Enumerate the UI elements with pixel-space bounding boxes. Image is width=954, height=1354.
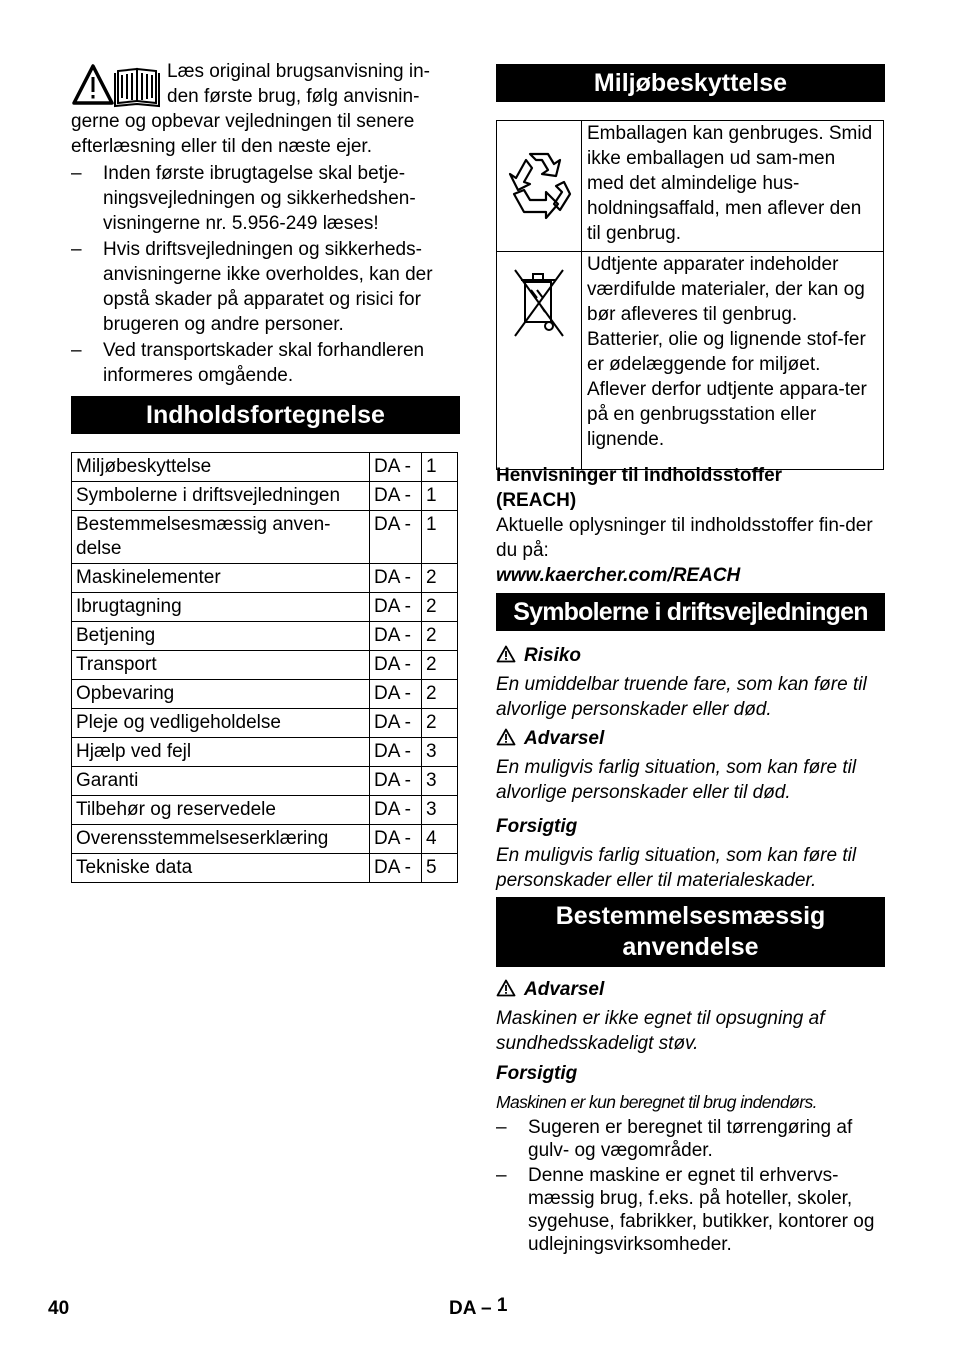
toc-title: Garanti — [72, 767, 370, 796]
toc-prefix: DA - — [370, 453, 422, 482]
use-forsigtig-label: Forsigtig — [496, 1063, 578, 1084]
reach-link[interactable]: www.kaercher.com/REACH — [496, 565, 741, 586]
reach-text: Aktuelle oplysninger til indholdsstoffer fin-der du på: — [496, 515, 873, 561]
intro-block — [71, 59, 460, 388]
advarsel-label-line — [496, 726, 885, 751]
use-advarsel-text: Maskinen er ikke egnet til opsugning af sundhedsskadeligt støv. — [496, 1008, 825, 1054]
reach-block — [496, 463, 885, 588]
advarsel-text: En muligvis farlig situation, som kan føre til alvorlige personskader eller til død. — [496, 757, 857, 803]
toc-row[interactable] — [72, 511, 458, 564]
recycle-text: Emballagen kan genbruges. Smid ikke emballagen ud sam-men med det almindelige hus-holdningsaffald, men aflever den til genbrug. — [582, 121, 884, 252]
footer-section — [449, 1295, 508, 1320]
toc-row[interactable] — [72, 651, 458, 680]
toc-title: Maskinelementer — [72, 564, 370, 593]
toc-page: 1 — [422, 453, 458, 482]
toc-prefix: DA - — [370, 482, 422, 511]
toc-row[interactable] — [72, 482, 458, 511]
toc-page: 2 — [422, 564, 458, 593]
toc-title: Pleje og vedligeholdelse — [72, 709, 370, 738]
toc-row[interactable] — [72, 796, 458, 825]
risiko-label-line — [496, 643, 885, 668]
toc-row[interactable] — [72, 825, 458, 854]
risiko-label: Risiko — [524, 645, 582, 666]
toc-title: Miljøbeskyttelse — [72, 453, 370, 482]
env-table — [496, 120, 884, 470]
toc-prefix: DA - — [370, 511, 422, 564]
warning-manual-icons — [71, 63, 163, 109]
intro-line-1: Læs original brugsanvisning in- — [167, 61, 430, 82]
intro-bullets — [71, 161, 460, 388]
toc-page: 3 — [422, 767, 458, 796]
toc-title: Tilbehør og reservedele — [72, 796, 370, 825]
use-advarsel-label: Advarsel — [524, 979, 605, 1000]
toc-title: Ibrugtagning — [72, 593, 370, 622]
toc-row[interactable] — [72, 738, 458, 767]
toc-prefix: DA - — [370, 854, 422, 883]
toc-page: 5 — [422, 854, 458, 883]
toc-row[interactable] — [72, 854, 458, 883]
toc-prefix: DA - — [370, 651, 422, 680]
toc-row[interactable] — [72, 453, 458, 482]
toc-prefix: DA - — [370, 593, 422, 622]
use-bullets — [496, 1116, 885, 1256]
env-table-wrap — [496, 120, 884, 470]
footer-section-code: DA — [449, 1298, 476, 1319]
forsigtig-text: En muligvis farlig situation, som kan føre til personskader eller til materialeskader. — [496, 845, 857, 891]
toc-prefix: DA - — [370, 767, 422, 796]
env-heading: Miljøbeskyttelse — [496, 64, 885, 102]
intro-line-2: den første brug, følg anvisnin- — [167, 86, 420, 107]
toc-prefix: DA - — [370, 680, 422, 709]
toc-title: Transport — [72, 651, 370, 680]
risiko-text: En umiddelbar truende fare, som kan føre til alvorlige personskader eller død. — [496, 674, 867, 720]
toc-prefix: DA - — [370, 564, 422, 593]
intro-bullet: – Inden første ibrugtagelse skal betje-ningsvejledningen og sikkerhedshen-visningerne nr. 5.956-249 læses! — [71, 161, 460, 236]
weee-text: Udtjente apparater indeholder værdifulde materialer, der kan og bør afleveres til genbrug. Batterier, olie og lignende stof-fer er ødelæggende for miljøet. Aflever derfor udtjente appara-ter på en genbrugsstation eller lignende. — [582, 252, 884, 470]
toc-page: 1 — [422, 511, 458, 564]
toc-row[interactable] — [72, 622, 458, 651]
use-heading — [496, 897, 885, 967]
intro-line-3: gerne og opbevar vejledningen til senere efterlæsning eller til den næste ejer. — [71, 111, 415, 157]
reach-heading: Henvisninger til indholdsstoffer (REACH) — [496, 465, 783, 511]
env-row-weee — [497, 252, 884, 470]
toc-title: Tekniske data — [72, 854, 370, 883]
toc-row[interactable] — [72, 709, 458, 738]
toc-title: Opbevaring — [72, 680, 370, 709]
use-block — [496, 977, 885, 1256]
intro-bullet: – Hvis driftsvejledningen og sikkerheds-anvisningerne ikke overholdes, kan der opstå skader på apparatet og risici for brugeren og andre personer. — [71, 237, 460, 337]
toc-heading: Indholdsfortegnelse — [71, 396, 460, 434]
weee-icon-cell — [497, 252, 582, 470]
manual-book-icon — [115, 69, 159, 106]
footer-dash: – — [481, 1298, 492, 1319]
toc-page: 1 — [422, 482, 458, 511]
recycle-icon-cell — [497, 121, 582, 252]
warning-triangle-icon — [496, 645, 516, 663]
footer-page-number: 40 — [48, 1298, 70, 1319]
recycle-icon — [502, 146, 576, 220]
toc-prefix: DA - — [370, 709, 422, 738]
use-forsigtig-text: Maskinen er kun beregnet til brug indendørs. — [496, 1092, 817, 1112]
toc-row[interactable] — [72, 680, 458, 709]
toc-page: 2 — [422, 680, 458, 709]
footer-section-page: 1 — [496, 1295, 508, 1316]
warning-triangle-icon — [496, 728, 516, 746]
toc-prefix: DA - — [370, 796, 422, 825]
toc-prefix: DA - — [370, 622, 422, 651]
toc-page: 2 — [422, 593, 458, 622]
toc-row[interactable] — [72, 564, 458, 593]
env-row-recycle — [497, 121, 884, 252]
symbols-block — [496, 643, 885, 893]
toc-row[interactable] — [72, 593, 458, 622]
toc-row[interactable] — [72, 767, 458, 796]
toc-title: Bestemmelsesmæssig anven-delse — [72, 511, 370, 564]
toc-page: 3 — [422, 738, 458, 767]
toc-prefix: DA - — [370, 825, 422, 854]
use-advarsel-line — [496, 977, 885, 1002]
toc-prefix: DA - — [370, 738, 422, 767]
forsigtig-label: Forsigtig — [496, 816, 578, 837]
toc-title: Hjælp ved fejl — [72, 738, 370, 767]
toc-page: 2 — [422, 651, 458, 680]
toc-page: 4 — [422, 825, 458, 854]
use-heading-line-2: anvendelse — [622, 933, 759, 961]
symbols-heading: Symbolerne i driftsvejledningen — [496, 593, 885, 631]
warning-triangle-icon — [74, 66, 112, 103]
toc-title: Betjening — [72, 622, 370, 651]
toc-page: 3 — [422, 796, 458, 825]
toc-table — [71, 452, 458, 883]
use-heading-line-1: Bestemmelsesmæssig — [555, 902, 826, 930]
advarsel-label: Advarsel — [524, 728, 605, 749]
toc-title: Overensstemmelseserklæring — [72, 825, 370, 854]
intro-bullet: – Ved transportskader skal forhandleren informeres omgående. — [71, 338, 460, 388]
toc-title: Symbolerne i driftsvejledningen — [72, 482, 370, 511]
use-bullet: – Denne maskine er egnet til erhvervs-mæssig brug, f.eks. på hoteller, skoler, sygehuse, fabrikker, butikker, kontorer og udlejningsvirksomheder. — [496, 1164, 885, 1256]
crossed-bin-icon — [511, 266, 567, 340]
toc-page: 2 — [422, 622, 458, 651]
use-bullet: – Sugeren er beregnet til tørrengøring af gulv- og vægområder. — [496, 1116, 885, 1162]
warning-triangle-icon — [496, 979, 516, 997]
toc-page: 2 — [422, 709, 458, 738]
toc-table-wrap — [71, 452, 458, 883]
